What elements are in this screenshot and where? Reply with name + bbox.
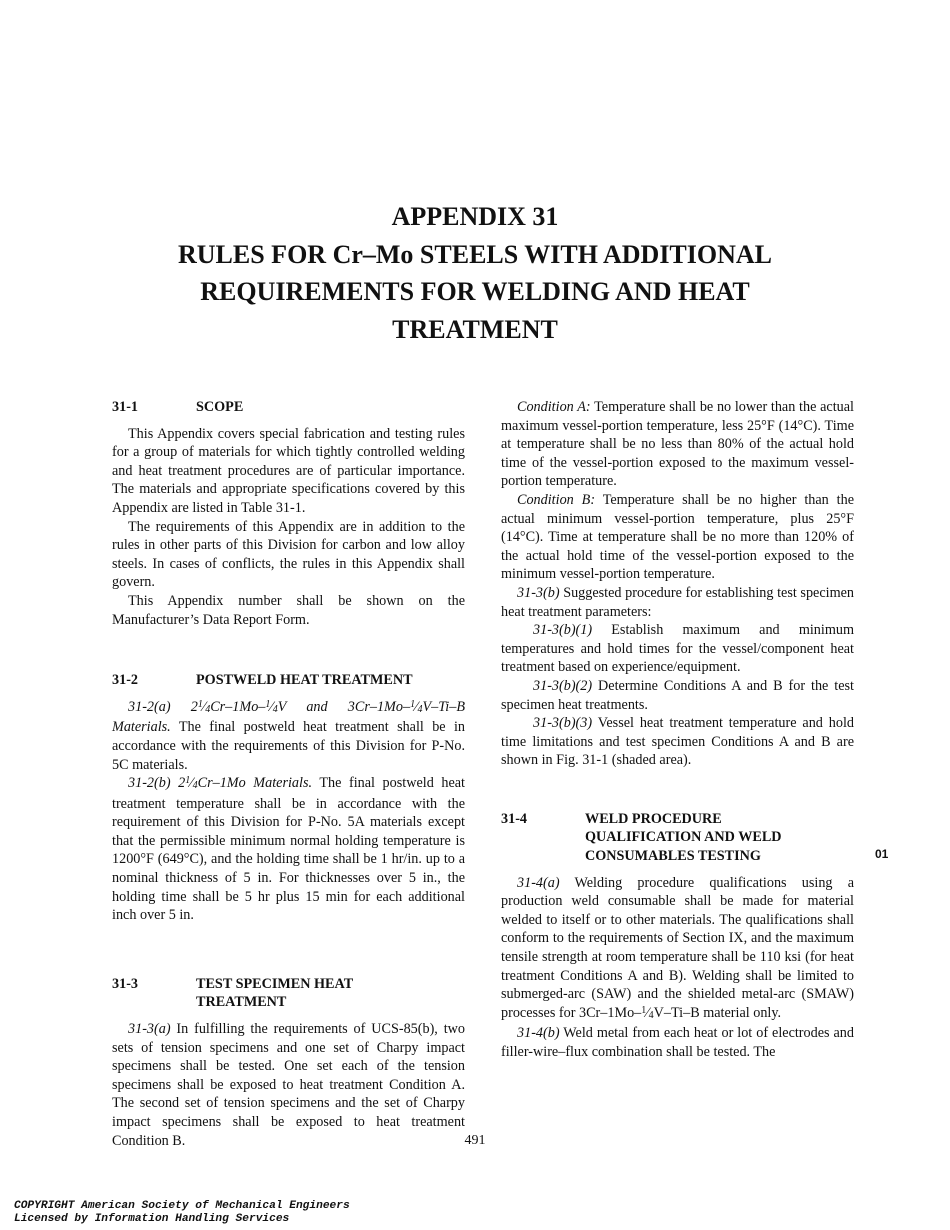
section-31-2-heading <box>112 671 465 690</box>
scope-paragraph-1: This Appendix covers special fabrication and testing rules for a group of materials for which tightly controlled welding and heat treatment procedures are of particular importance. The materials and appropriate specifications covered by this Appendix are listed in Table 31-1. <box>112 425 465 516</box>
paragraph-label: 31-4(a) <box>517 874 560 891</box>
scope-paragraph-3: This Appendix number shall be shown on the Manufacturer’s Data Report Form. <box>112 592 465 628</box>
section-title: WELD PROCEDURE QUALIFICATION AND WELD CONSUMABLES TESTING <box>585 810 782 865</box>
paragraph-31-2b <box>112 774 465 925</box>
paragraph-31-2a <box>112 698 465 774</box>
paragraph-31-4a <box>501 874 854 1025</box>
appendix-title <box>0 198 950 348</box>
paragraph-body: Welding procedure qualifications using a production weld consumable shall be made for material welded to itself or to other materials. The qualifications shall conform to the requirements of Section IX, and the maximum tensile strength at room temperature shall be 110 ksi (for heat treatment Conditions A and B). Welding shall be limited to submerged-arc (SAW) and the shielded metal-arc (SMAW) processes for 3Cr–1Mo–$^1$⁄4V–Ti–B material only. <box>501 874 854 1021</box>
title-line-2: RULES FOR Cr–Mo STEELS WITH ADDITIONAL <box>177 239 773 269</box>
paragraph-body: Suggested procedure for establishing test specimen heat treatment parameters: <box>501 584 854 620</box>
paragraph-31-3b3 <box>501 714 854 770</box>
section-number: 31-4 <box>501 810 528 827</box>
paragraph-label: 31-2(b) <box>128 775 171 792</box>
section-31-3-heading <box>112 975 465 1012</box>
condition-a-label: Condition A: <box>517 399 591 415</box>
paragraph-body: Establish maximum and minimum temperatures and hold times for the vessel/component heat treatment based on experience/equipment. <box>501 622 854 676</box>
paragraph-31-4b <box>501 1024 854 1061</box>
copyright-line-1: COPYRIGHT American Society of Mechanical Engineers <box>14 1200 350 1212</box>
paragraph-body: The final postweld heat treatment temperature shall be in accordance with the requirement of this Division for P-No. 5A materials except that the permissible minimum normal holding temperature is 1200°F (649°C), and the holding time shall be 1 hr/in. up to a nominal thickness of 5 in. For thicknesses over 5 in., the holding time shall be 5 hr plus 15 min for each additional inch over 5 in. <box>112 775 465 924</box>
section-31-1-heading <box>112 398 465 417</box>
page-number: 491 <box>464 1133 486 1148</box>
section-title: TEST SPECIMEN HEAT TREATMENT <box>196 975 354 1011</box>
section-31-4-heading <box>501 810 854 866</box>
material-title: $2^1⁄4Cr-1Mo-^1⁄4V$ and 3Cr–1Mo–$^1$⁄4V–Ti–B Materials. <box>112 698 466 736</box>
paragraph-body: Vessel heat treatment temperature and hold time limitations and test specimen Conditions A and B are shown in Fig. 31-1 (shaded area). <box>501 715 854 769</box>
paragraph-31-3b <box>501 584 854 621</box>
paragraph-body: Weld metal from each heat or lot of electrodes and filler-wire–flux combination shall be tested. The <box>501 1025 854 1060</box>
paragraph-body: Determine Conditions A and B for the test specimen heat treatments. <box>501 677 854 713</box>
section-number: 31-3 <box>112 975 139 992</box>
paragraph-label: 31-4(b) <box>517 1025 560 1042</box>
paragraph-31-3a <box>112 1020 465 1150</box>
title-line-1: APPENDIX 31 <box>391 202 559 231</box>
title-line-3: REQUIREMENTS FOR WELDING AND HEAT <box>200 277 750 306</box>
section-title: POSTWELD HEAT TREATMENT <box>196 672 413 689</box>
revision-margin-mark: 01 <box>875 847 889 861</box>
left-column <box>112 398 465 1150</box>
paragraph-label: 31-3(b)(2) <box>533 677 593 694</box>
section-number: 31-2 <box>112 672 139 689</box>
paragraph-label: 31-3(a) <box>128 1021 171 1038</box>
right-column <box>501 398 854 1062</box>
section-title: SCOPE <box>196 399 244 415</box>
scope-paragraph-2: The requirements of this Appendix are in addition to the rules in other parts of this Division for carbon and low alloy steels. In cases of conflicts, the rules in this Appendix shall govern. <box>112 518 465 591</box>
paragraph-31-3b2 <box>501 677 854 714</box>
title-line-4: TREATMENT <box>392 314 558 344</box>
paragraph-31-3b1 <box>501 621 854 677</box>
condition-b-label: Condition B: <box>517 491 596 508</box>
copyright-line-2: Licensed by Information Handling Services <box>14 1212 290 1225</box>
paragraph-label: 31-3(b)(1) <box>533 622 593 639</box>
paragraph-body: The final postweld heat treatment shall be in accordance with the requirements of this Division for P-No. 5C materials. <box>112 719 465 773</box>
copyright-footer <box>14 1200 350 1225</box>
section-number: 31-1 <box>112 399 139 415</box>
condition-a <box>501 398 854 491</box>
material-title: $2^1⁄4Cr-1Mo$ Materials. <box>178 775 313 792</box>
condition-a-body: Temperature shall be no lower than the actual maximum vessel-portion temperature, less 25°F (14°C). Time at temperature shall be no less than 80% of the actual hold time of the vessel-portion exposed to the maximum vessel-portion temperature. <box>501 399 854 490</box>
condition-b <box>501 491 854 584</box>
paragraph-label: 31-2(a) <box>128 698 171 715</box>
paragraph-label: 31-3(b)(3) <box>533 715 593 732</box>
paragraph-body: In fulfilling the requirements of UCS-85(b), two sets of tension specimens and one set of Charpy impact specimens shall be tested. One set each of the tension specimens shall be exposed to heat treatment Condition A. The second set of tension specimens and the set of Charpy impact specimens shall be exposed to heat treatment Condition B. <box>112 1021 465 1149</box>
condition-b-body: Temperature shall be no higher than the actual minimum vessel-portion temperature, plus 25°F (14°C). Time at temperature shall be no more than 120% of the actual hold time of the vessel-portion exposed to the minimum vessel-portion temperature. <box>501 491 854 583</box>
paragraph-label: 31-3(b) <box>517 584 560 601</box>
